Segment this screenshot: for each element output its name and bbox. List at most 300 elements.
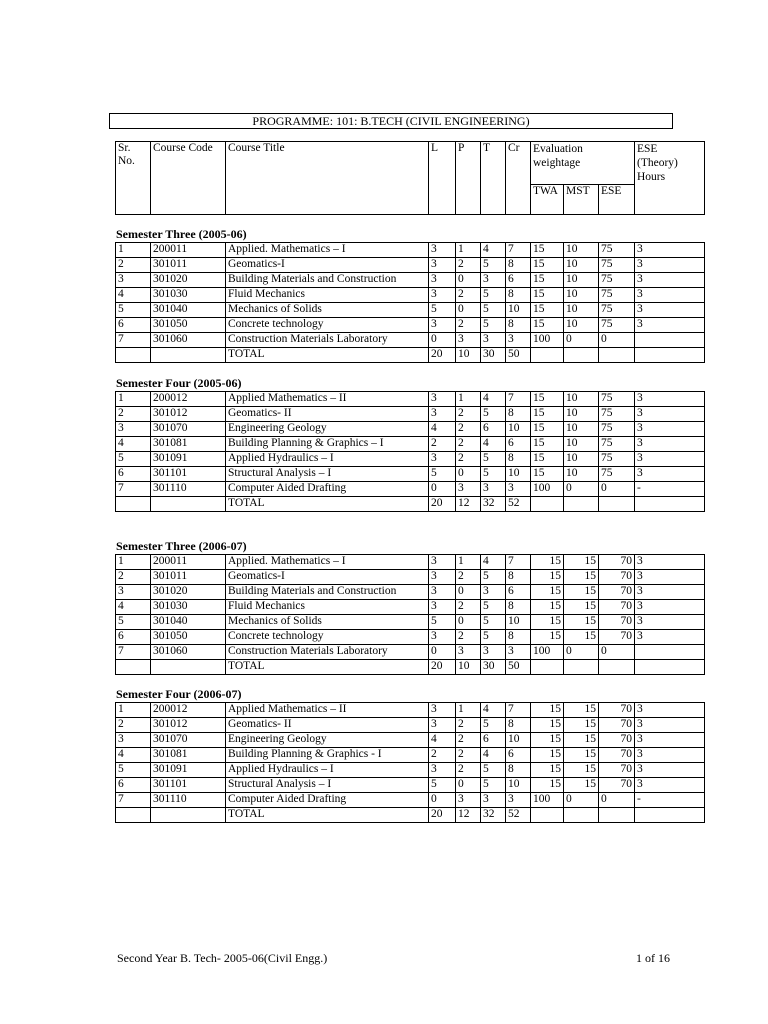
semester-table [115,242,705,363]
cell-cr: 8 [506,600,531,615]
cell-ese [599,497,635,512]
cell-twa: 15 [531,437,564,452]
cell-sr-no [116,808,151,823]
cell-course-code: 301030 [151,600,226,615]
cell-t: 4 [481,243,506,258]
cell-twa: 15 [531,467,564,482]
cell-ese-hours [635,808,705,823]
header-p: P [456,142,481,215]
cell-ese-hours: 3 [635,392,705,407]
cell-p: 0 [456,303,481,318]
cell-twa: 15 [531,422,564,437]
cell-sr-no: 1 [116,243,151,258]
cell-ese-hours [635,348,705,363]
cell-ese-hours [635,645,705,660]
cell-ese: 70 [599,585,635,600]
cell-course-code: 301012 [151,407,226,422]
cell-course-title: Mechanics of Solids [226,303,429,318]
table-row [116,733,705,748]
cell-ese: 75 [599,273,635,288]
cell-l: 0 [429,793,456,808]
cell-t: 4 [481,555,506,570]
cell-mst [564,497,599,512]
header-table [115,141,705,215]
cell-mst [564,348,599,363]
cell-l: 3 [429,318,456,333]
cell-p: 2 [456,763,481,778]
table-row [116,407,705,422]
cell-p: 2 [456,600,481,615]
cell-sr-no: 1 [116,555,151,570]
cell-cr: 52 [506,497,531,512]
cell-course-code: 200011 [151,243,226,258]
cell-p: 1 [456,243,481,258]
table-row [116,333,705,348]
cell-p: 10 [456,660,481,675]
cell-l: 5 [429,615,456,630]
cell-twa: 15 [531,763,564,778]
table-row [116,585,705,600]
cell-twa: 15 [531,748,564,763]
cell-l: 20 [429,660,456,675]
cell-cr: 8 [506,407,531,422]
cell-twa: 15 [531,570,564,585]
cell-t: 5 [481,407,506,422]
cell-twa: 15 [531,718,564,733]
cell-ese-hours [635,497,705,512]
cell-twa [531,808,564,823]
cell-l: 3 [429,258,456,273]
cell-p: 12 [456,808,481,823]
table-row [116,703,705,718]
cell-cr: 10 [506,303,531,318]
cell-course-code [151,348,226,363]
cell-ese-hours: 3 [635,748,705,763]
semester-table [115,702,705,823]
cell-sr-no [116,348,151,363]
cell-cr: 3 [506,645,531,660]
cell-l: 5 [429,303,456,318]
cell-course-code: 301050 [151,630,226,645]
cell-t: 3 [481,273,506,288]
cell-course-code: 200012 [151,703,226,718]
cell-mst: 15 [564,718,599,733]
cell-ese: 70 [599,733,635,748]
cell-cr: 50 [506,348,531,363]
cell-course-title: Fluid Mechanics [226,600,429,615]
cell-mst: 15 [564,600,599,615]
cell-mst: 15 [564,778,599,793]
cell-twa: 15 [531,555,564,570]
cell-ese: 0 [599,793,635,808]
cell-cr: 8 [506,452,531,467]
cell-cr: 52 [506,808,531,823]
cell-ese-hours: 3 [635,630,705,645]
cell-twa: 15 [531,273,564,288]
cell-p: 2 [456,630,481,645]
cell-ese-hours: 3 [635,763,705,778]
cell-course-title: Engineering Geology [226,422,429,437]
cell-ese: 0 [599,645,635,660]
table-row [116,555,705,570]
cell-cr: 3 [506,482,531,497]
cell-ese-hours: 3 [635,258,705,273]
cell-course-code: 301020 [151,585,226,600]
table-row [116,600,705,615]
cell-course-title: Concrete technology [226,630,429,645]
cell-p: 2 [456,437,481,452]
cell-ese: 70 [599,555,635,570]
cell-twa: 15 [531,243,564,258]
cell-ese-hours: 3 [635,452,705,467]
cell-ese-hours: 3 [635,718,705,733]
semester-title: Semester Three (2005-06) [116,227,247,241]
footer-left: Second Year B. Tech- 2005-06(Civil Engg.) [117,951,328,965]
cell-sr-no: 3 [116,585,151,600]
cell-cr: 10 [506,733,531,748]
cell-t: 5 [481,318,506,333]
cell-t: 5 [481,288,506,303]
cell-course-title: TOTAL [226,497,429,512]
cell-cr: 6 [506,748,531,763]
cell-t: 5 [481,570,506,585]
cell-course-title: Construction Materials Laboratory [226,333,429,348]
table-row [116,467,705,482]
cell-mst: 10 [564,407,599,422]
cell-ese: 75 [599,452,635,467]
cell-p: 3 [456,482,481,497]
table-row [116,243,705,258]
semester-title: Semester Four (2006-07) [116,687,242,701]
cell-t: 5 [481,763,506,778]
cell-sr-no: 1 [116,703,151,718]
total-row [116,348,705,363]
cell-ese-hours: 3 [635,467,705,482]
cell-ese [599,808,635,823]
cell-course-code [151,808,226,823]
cell-cr: 7 [506,703,531,718]
cell-ese: 75 [599,318,635,333]
cell-course-title: Building Materials and Construction [226,273,429,288]
cell-sr-no: 5 [116,303,151,318]
cell-t: 5 [481,630,506,645]
cell-course-title: Concrete technology [226,318,429,333]
cell-t: 4 [481,748,506,763]
cell-cr: 10 [506,778,531,793]
cell-course-title: Applied Mathematics – II [226,392,429,407]
cell-ese: 70 [599,703,635,718]
header-l: L [429,142,456,215]
cell-ese: 70 [599,615,635,630]
cell-course-code: 301060 [151,645,226,660]
table-row [116,615,705,630]
cell-t: 4 [481,392,506,407]
cell-ese: 70 [599,748,635,763]
cell-sr-no: 1 [116,392,151,407]
cell-sr-no: 4 [116,437,151,452]
cell-mst: 15 [564,555,599,570]
cell-mst: 10 [564,437,599,452]
cell-mst: 0 [564,645,599,660]
cell-ese: 75 [599,243,635,258]
cell-twa: 15 [531,258,564,273]
cell-l: 20 [429,808,456,823]
cell-ese: 0 [599,482,635,497]
cell-sr-no: 3 [116,733,151,748]
cell-course-title: TOTAL [226,808,429,823]
table-row [116,570,705,585]
table-row [116,748,705,763]
cell-p: 0 [456,273,481,288]
cell-twa [531,497,564,512]
header-cr: Cr [506,142,531,215]
cell-cr: 7 [506,392,531,407]
cell-l: 3 [429,452,456,467]
cell-twa: 100 [531,333,564,348]
cell-ese-hours: - [635,793,705,808]
cell-p: 2 [456,733,481,748]
cell-mst: 10 [564,273,599,288]
cell-course-title: Applied Mathematics – II [226,703,429,718]
cell-ese-hours: 3 [635,273,705,288]
cell-twa: 100 [531,482,564,497]
cell-sr-no: 3 [116,422,151,437]
cell-ese-hours: 3 [635,585,705,600]
cell-cr: 50 [506,660,531,675]
cell-twa: 15 [531,392,564,407]
cell-course-code: 301050 [151,318,226,333]
cell-mst: 10 [564,467,599,482]
cell-course-title: Mechanics of Solids [226,615,429,630]
cell-twa: 100 [531,645,564,660]
cell-mst: 15 [564,615,599,630]
cell-twa [531,660,564,675]
cell-course-code: 301030 [151,288,226,303]
cell-course-title: Applied. Mathematics – I [226,555,429,570]
cell-course-title: Computer Aided Drafting [226,793,429,808]
cell-cr: 8 [506,763,531,778]
cell-t: 3 [481,645,506,660]
cell-p: 10 [456,348,481,363]
cell-course-code: 301012 [151,718,226,733]
cell-course-code: 301070 [151,733,226,748]
table-row [116,318,705,333]
cell-course-code: 301011 [151,258,226,273]
header-sr-no: Sr. No. [116,142,151,215]
header-course-code: Course Code [151,142,226,215]
cell-t: 6 [481,422,506,437]
table-row [116,778,705,793]
cell-ese-hours: 3 [635,422,705,437]
cell-twa [531,348,564,363]
cell-mst: 10 [564,318,599,333]
cell-l: 3 [429,273,456,288]
table-row [116,645,705,660]
cell-ese-hours [635,660,705,675]
cell-p: 2 [456,452,481,467]
cell-l: 2 [429,437,456,452]
cell-course-title: Applied. Mathematics – I [226,243,429,258]
cell-l: 3 [429,555,456,570]
cell-l: 4 [429,733,456,748]
cell-course-code: 301081 [151,437,226,452]
cell-sr-no: 4 [116,748,151,763]
cell-ese-hours: 3 [635,318,705,333]
cell-ese: 70 [599,570,635,585]
cell-mst: 10 [564,452,599,467]
table-row [116,763,705,778]
cell-cr: 6 [506,273,531,288]
cell-twa: 15 [531,288,564,303]
cell-sr-no: 7 [116,482,151,497]
cell-sr-no: 2 [116,570,151,585]
cell-l: 3 [429,718,456,733]
cell-sr-no: 7 [116,645,151,660]
cell-t: 3 [481,482,506,497]
cell-mst: 10 [564,422,599,437]
cell-ese-hours: - [635,482,705,497]
cell-course-code: 301110 [151,793,226,808]
cell-sr-no: 5 [116,452,151,467]
cell-course-title: Applied Hydraulics – I [226,763,429,778]
cell-mst: 15 [564,630,599,645]
cell-p: 3 [456,333,481,348]
cell-twa: 15 [531,318,564,333]
cell-t: 5 [481,258,506,273]
cell-course-code: 301101 [151,467,226,482]
cell-course-title: Construction Materials Laboratory [226,645,429,660]
cell-cr: 7 [506,555,531,570]
cell-t: 3 [481,333,506,348]
cell-twa: 15 [531,407,564,422]
cell-ese: 75 [599,258,635,273]
cell-p: 12 [456,497,481,512]
cell-cr: 8 [506,318,531,333]
cell-course-code: 301101 [151,778,226,793]
total-row [116,497,705,512]
cell-course-title: TOTAL [226,660,429,675]
cell-t: 30 [481,660,506,675]
cell-t: 5 [481,452,506,467]
table-row [116,392,705,407]
cell-ese: 70 [599,778,635,793]
total-row [116,660,705,675]
cell-l: 0 [429,482,456,497]
cell-l: 20 [429,348,456,363]
cell-ese: 75 [599,467,635,482]
cell-ese-hours: 3 [635,733,705,748]
cell-p: 3 [456,793,481,808]
cell-sr-no: 5 [116,763,151,778]
cell-ese: 0 [599,333,635,348]
cell-course-title: Geomatics-I [226,570,429,585]
cell-l: 4 [429,422,456,437]
cell-ese: 75 [599,392,635,407]
cell-course-title: Structural Analysis – I [226,467,429,482]
cell-course-code: 301011 [151,570,226,585]
cell-mst [564,808,599,823]
cell-twa: 15 [531,452,564,467]
table-row [116,288,705,303]
table-row [116,303,705,318]
cell-ese: 75 [599,303,635,318]
cell-t: 5 [481,303,506,318]
cell-twa: 100 [531,793,564,808]
cell-p: 2 [456,407,481,422]
semester-title: Semester Three (2006-07) [116,539,247,553]
cell-l: 3 [429,570,456,585]
cell-sr-no: 3 [116,273,151,288]
header-ese: ESE [599,184,635,214]
cell-t: 32 [481,497,506,512]
cell-ese: 75 [599,288,635,303]
cell-twa: 15 [531,303,564,318]
cell-ese: 70 [599,600,635,615]
cell-t: 5 [481,600,506,615]
cell-twa: 15 [531,585,564,600]
cell-course-code: 301040 [151,615,226,630]
cell-twa: 15 [531,630,564,645]
cell-sr-no: 6 [116,318,151,333]
header-t: T [481,142,506,215]
cell-cr: 3 [506,793,531,808]
cell-mst: 15 [564,748,599,763]
cell-course-code: 301060 [151,333,226,348]
cell-course-code: 301091 [151,763,226,778]
cell-t: 4 [481,437,506,452]
cell-course-code: 301070 [151,422,226,437]
cell-t: 6 [481,733,506,748]
cell-l: 2 [429,748,456,763]
cell-cr: 8 [506,258,531,273]
semester-table [115,391,705,512]
cell-ese-hours: 3 [635,600,705,615]
cell-course-title: Building Planning & Graphics - I [226,748,429,763]
semester-title: Semester Four (2005-06) [116,376,242,390]
cell-mst: 0 [564,333,599,348]
cell-ese-hours: 3 [635,437,705,452]
cell-l: 0 [429,333,456,348]
cell-p: 0 [456,467,481,482]
cell-mst: 0 [564,793,599,808]
table-row [116,273,705,288]
cell-l: 3 [429,763,456,778]
cell-ese: 70 [599,718,635,733]
cell-cr: 10 [506,615,531,630]
programme-title: PROGRAMME: 101: B.TECH (CIVIL ENGINEERING) [109,113,673,129]
cell-sr-no [116,660,151,675]
cell-l: 3 [429,288,456,303]
cell-p: 1 [456,703,481,718]
cell-mst [564,660,599,675]
cell-twa: 15 [531,733,564,748]
cell-sr-no: 7 [116,793,151,808]
cell-l: 3 [429,392,456,407]
cell-ese: 75 [599,407,635,422]
cell-course-code: 301110 [151,482,226,497]
cell-twa: 15 [531,615,564,630]
table-row [116,482,705,497]
cell-mst: 15 [564,570,599,585]
cell-twa: 15 [531,778,564,793]
cell-course-code: 301081 [151,748,226,763]
cell-p: 2 [456,288,481,303]
cell-t: 32 [481,808,506,823]
table-row [116,793,705,808]
cell-sr-no: 4 [116,600,151,615]
header-course-title: Course Title [226,142,429,215]
table-row [116,630,705,645]
